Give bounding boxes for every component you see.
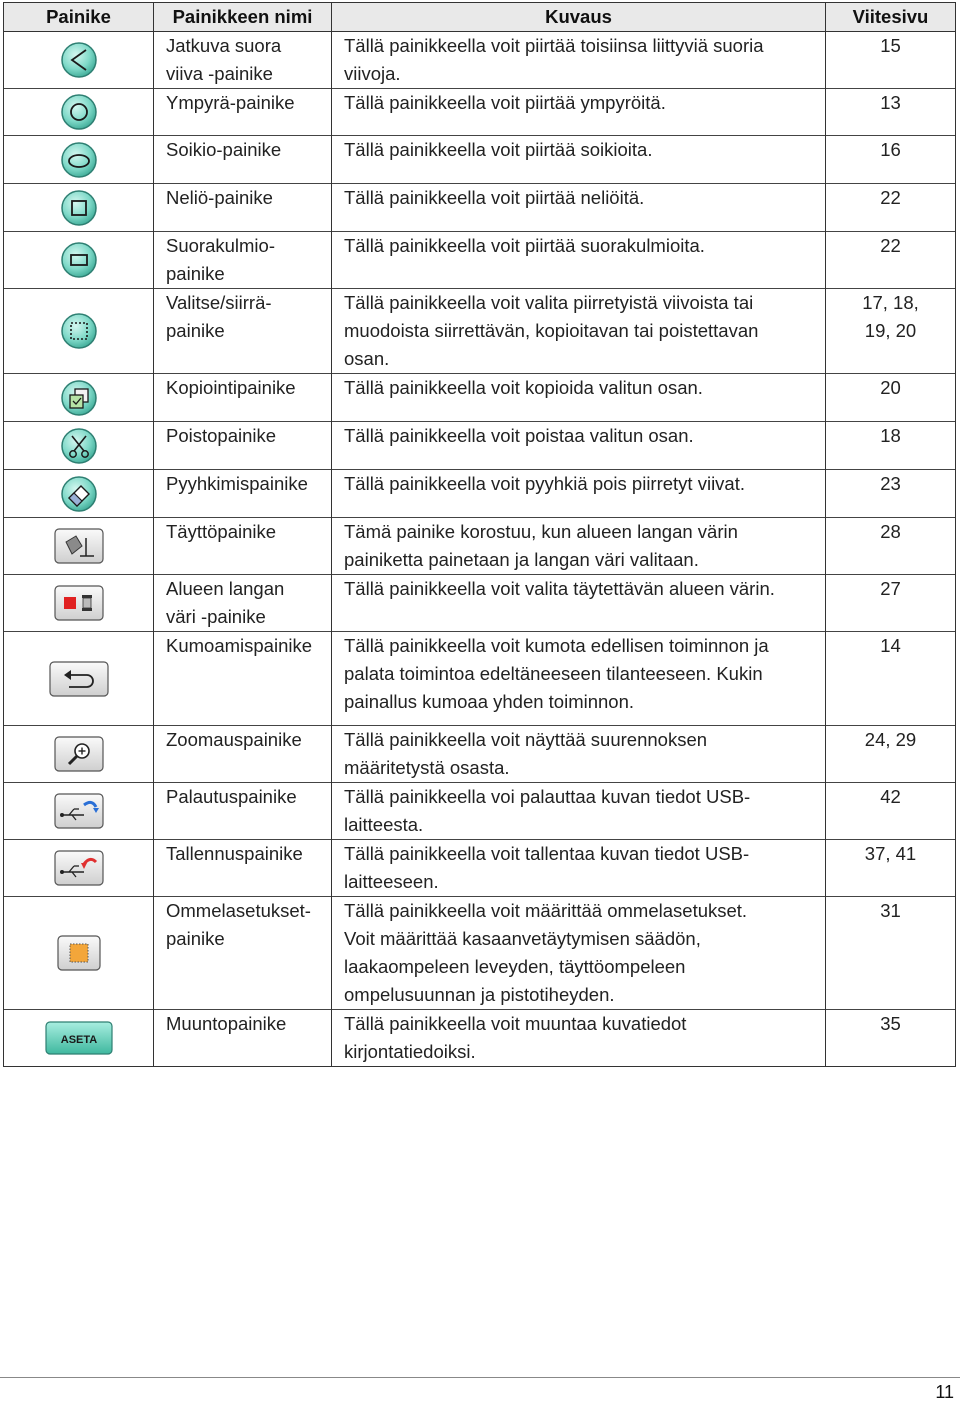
button-icon-cell: [4, 632, 154, 726]
table-row: [4, 632, 956, 726]
page-ref-line: 20: [880, 377, 901, 398]
button-name-cell: [154, 289, 332, 374]
description-line: Tällä painikkeella voit piirtää soikioita.: [344, 139, 653, 160]
description-line: Tällä painikkeella voit pyyhkiä pois piirretyt viivat.: [344, 473, 746, 494]
table-row: [4, 470, 956, 518]
button-name-cell: [154, 184, 332, 232]
button-name-cell: [154, 374, 332, 422]
description-line: Tällä painikkeella voit piirtää toisiinsa liittyviä suoria: [344, 35, 764, 56]
aseta-icon: [45, 1021, 113, 1055]
circle-icon: [59, 92, 99, 132]
description-cell: [332, 422, 826, 470]
reference-page-cell: [826, 374, 956, 422]
button-name-line: Ommelasetukset-: [166, 900, 311, 921]
description-cell: [332, 32, 826, 89]
usb-retrieve-icon: [54, 793, 104, 829]
button-name-line: Suorakulmio-: [166, 235, 275, 256]
button-icon-cell: [4, 184, 154, 232]
description-line: Tämä painike korostuu, kun alueen langan värin: [344, 521, 738, 542]
reference-page-cell: [826, 422, 956, 470]
table-row: [4, 783, 956, 840]
zoom-icon: [54, 736, 104, 772]
rectangle-icon: [59, 240, 99, 280]
square-icon: [59, 188, 99, 228]
description-line: Tällä painikkeella voit valita piirretyistä viivoista tai: [344, 292, 754, 313]
description-line: kirjontatiedoiksi.: [344, 1041, 476, 1062]
button-name-line: Ympyrä-painike: [166, 92, 295, 113]
page-ref-line: 42: [880, 786, 901, 807]
button-name-line: Pyyhkimispainike: [166, 473, 308, 494]
header-icon: Painike: [4, 3, 154, 32]
polyline-icon: [59, 40, 99, 80]
button-name-cell: [154, 897, 332, 1010]
description-cell: [332, 374, 826, 422]
description-line: osan.: [344, 348, 390, 369]
table-row: [4, 897, 956, 1010]
description-line: Tällä painikkeella voit piirtää ympyröitä.: [344, 92, 666, 113]
button-name-line: Täyttöpainike: [166, 521, 277, 542]
header-name: Painikkeen nimi: [154, 3, 332, 32]
description-line: Tällä painikkeella voit muuntaa kuvatiedot: [344, 1013, 687, 1034]
description-line: Tällä painikkeella voit määrittää ommelasetukset.: [344, 900, 748, 921]
reference-page-cell: [826, 726, 956, 783]
button-icon-cell: [4, 840, 154, 897]
button-icon-cell: [4, 32, 154, 89]
svg-text:ASETA: ASETA: [60, 1034, 97, 1046]
table-row: [4, 575, 956, 632]
reference-page-cell: [826, 1010, 956, 1067]
button-reference-table: [3, 2, 956, 1067]
button-icon-cell: [4, 518, 154, 575]
description-line: Tällä painikkeella voit kopioida valitun osan.: [344, 377, 703, 398]
button-name-line: viiva -painike: [166, 63, 273, 84]
page-ref-line: 15: [880, 35, 901, 56]
button-icon-cell: [4, 232, 154, 289]
page-ref-line: 16: [880, 139, 901, 160]
reference-page-cell: [826, 518, 956, 575]
table-row: [4, 184, 956, 232]
table-row: [4, 422, 956, 470]
footer-divider: [0, 1377, 960, 1378]
button-name-line: painike: [166, 263, 225, 284]
thread-color-icon: [54, 585, 104, 621]
description-cell: [332, 289, 826, 374]
description-line: Voit määrittää kasaanvetäytymisen säädön,: [344, 928, 701, 949]
button-icon-cell: [4, 726, 154, 783]
button-name-line: Muuntopainike: [166, 1013, 287, 1034]
button-name-line: Poistopainike: [166, 425, 277, 446]
button-name-cell: [154, 1010, 332, 1067]
button-name-cell: [154, 632, 332, 726]
page-ref-line: 14: [880, 635, 901, 656]
table-header-row: [4, 3, 956, 32]
reference-page-cell: [826, 289, 956, 374]
table-row: [4, 232, 956, 289]
page-ref-line: 17, 18,: [862, 292, 919, 313]
table-row: [4, 840, 956, 897]
table-row: [4, 1010, 956, 1067]
reference-page-cell: [826, 632, 956, 726]
description-cell: [332, 1010, 826, 1067]
description-cell: [332, 89, 826, 136]
description-cell: [332, 470, 826, 518]
button-name-cell: [154, 422, 332, 470]
reference-page-cell: [826, 232, 956, 289]
table-row: [4, 518, 956, 575]
table-row: [4, 289, 956, 374]
button-name-cell: [154, 136, 332, 184]
reference-page-cell: [826, 840, 956, 897]
button-name-line: väri -painike: [166, 606, 266, 627]
page-ref-line: 35: [880, 1013, 901, 1034]
reference-page-cell: [826, 136, 956, 184]
description-line: viivoja.: [344, 63, 401, 84]
button-icon-cell: [4, 289, 154, 374]
button-name-cell: [154, 32, 332, 89]
description-line: laitteesta.: [344, 814, 424, 835]
reference-page-cell: [826, 184, 956, 232]
button-name-line: Zoomauspainike: [166, 729, 302, 750]
description-line: Tällä painikkeella voit piirtää suorakulmioita.: [344, 235, 705, 256]
description-line: Tällä painikkeella voit kumota edellisen toiminnon ja: [344, 635, 769, 656]
description-line: Tällä painikkeella voit näyttää suurennoksen: [344, 729, 708, 750]
fill-bucket-icon: [54, 528, 104, 564]
description-cell: [332, 897, 826, 1010]
button-name-line: painike: [166, 928, 225, 949]
button-name-cell: [154, 726, 332, 783]
description-cell: [332, 575, 826, 632]
button-name-line: Jatkuva suora: [166, 35, 282, 56]
button-icon-cell: [4, 470, 154, 518]
page-ref-line: 24, 29: [864, 729, 917, 750]
description-line: Tällä painikkeella voi palauttaa kuvan tiedot USB-: [344, 786, 751, 807]
button-icon-cell: [4, 89, 154, 136]
button-icon-cell: [4, 897, 154, 1010]
table-row: [4, 32, 956, 89]
description-line: ompelusuunnan ja pistotiheyden.: [344, 984, 615, 1005]
description-line: muodoista siirrettävän, kopioitavan tai poistettavan: [344, 320, 759, 341]
table-row: [4, 726, 956, 783]
reference-page-cell: [826, 32, 956, 89]
button-icon-cell: [4, 575, 154, 632]
reference-page-cell: [826, 89, 956, 136]
page-ref-line: 37, 41: [864, 843, 917, 864]
button-name-line: Tallennuspainike: [166, 843, 303, 864]
description-line: määritetystä osasta.: [344, 757, 510, 778]
description-line: palata toimintoa edeltäneeseen tilanteeseen. Kukin: [344, 663, 763, 684]
button-icon-cell: [4, 374, 154, 422]
page-ref-line: 31: [880, 900, 901, 921]
reference-page-cell: [826, 470, 956, 518]
description-line: Tällä painikkeella voit tallentaa kuvan tiedot USB-: [344, 843, 750, 864]
reference-page-cell: [826, 897, 956, 1010]
button-name-line: Palautuspainike: [166, 786, 297, 807]
description-line: Tällä painikkeella voit piirtää neliöitä.: [344, 187, 645, 208]
button-icon-cell: [4, 136, 154, 184]
page-ref-line: 13: [880, 92, 901, 113]
page-ref-line: 27: [880, 578, 901, 599]
eraser-icon: [59, 474, 99, 514]
description-line: laakaompeleen leveyden, täyttöompeleen: [344, 956, 686, 977]
button-name-cell: [154, 575, 332, 632]
page-ref-line: 18: [880, 425, 901, 446]
description-cell: [332, 632, 826, 726]
table-row: [4, 89, 956, 136]
button-icon-cell: [4, 1010, 154, 1067]
page-ref-line: 23: [880, 473, 901, 494]
button-name-line: Alueen langan: [166, 578, 285, 599]
description-cell: [332, 840, 826, 897]
description-line: painallus kumoaa yhden toiminnon.: [344, 691, 635, 712]
description-line: laitteeseen.: [344, 871, 439, 892]
button-name-cell: [154, 783, 332, 840]
description-line: Tällä painikkeella voit valita täytettävän alueen värin.: [344, 578, 775, 599]
table-row: [4, 374, 956, 422]
page-ref-line: 22: [880, 187, 901, 208]
button-icon-cell: [4, 783, 154, 840]
header-desc: Kuvaus: [332, 3, 826, 32]
description-cell: [332, 726, 826, 783]
button-name-cell: [154, 89, 332, 136]
description-cell: [332, 518, 826, 575]
button-icon-cell: [4, 422, 154, 470]
button-name-cell: [154, 470, 332, 518]
usb-save-icon: [54, 850, 104, 886]
page-ref-line: 19, 20: [864, 320, 917, 341]
button-name-line: Kumoamispainike: [166, 635, 313, 656]
description-line: painiketta painetaan ja langan väri valitaan.: [344, 549, 699, 570]
undo-icon: [49, 661, 109, 697]
select-icon: [59, 311, 99, 351]
button-name-line: painike: [166, 320, 225, 341]
page-ref-line: 22: [880, 235, 901, 256]
scissors-icon: [59, 426, 99, 466]
table-row: [4, 136, 956, 184]
button-name-cell: [154, 232, 332, 289]
button-name-line: Neliö-painike: [166, 187, 273, 208]
button-name-line: Kopiointipainike: [166, 377, 296, 398]
button-name-cell: [154, 840, 332, 897]
page-number: 11: [935, 1382, 954, 1402]
button-name-line: Valitse/siirrä-: [166, 292, 272, 313]
oval-icon: [59, 140, 99, 180]
reference-page-cell: [826, 783, 956, 840]
reference-page-cell: [826, 575, 956, 632]
stitch-settings-icon: [57, 935, 101, 971]
button-name-line: Soikio-painike: [166, 139, 282, 160]
button-name-cell: [154, 518, 332, 575]
copy-icon: [59, 378, 99, 418]
description-line: Tällä painikkeella voit poistaa valitun osan.: [344, 425, 694, 446]
header-page: Viitesivu: [826, 3, 956, 32]
description-cell: [332, 232, 826, 289]
description-cell: [332, 783, 826, 840]
description-cell: [332, 184, 826, 232]
description-cell: [332, 136, 826, 184]
page-ref-line: 28: [880, 521, 901, 542]
